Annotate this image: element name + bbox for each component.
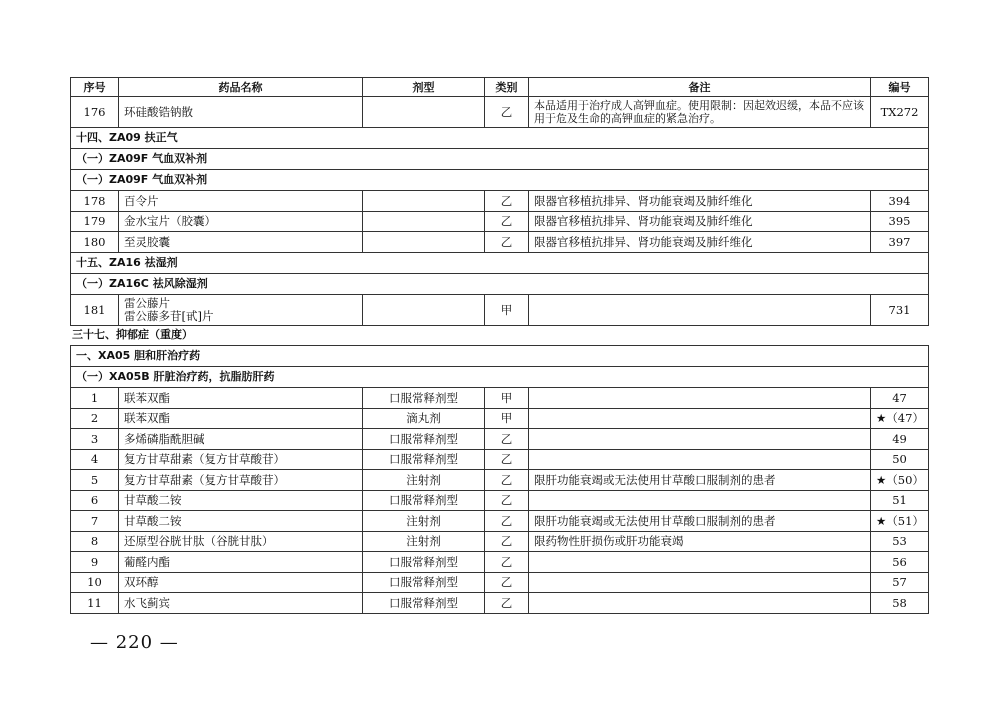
drug-name: 百令片 bbox=[119, 191, 363, 212]
dosage-form bbox=[363, 211, 485, 232]
drug-name: 至灵胶囊 bbox=[119, 232, 363, 253]
remark bbox=[529, 408, 871, 429]
row-no: 5 bbox=[71, 470, 119, 491]
section-row bbox=[71, 252, 929, 273]
row-no: 180 bbox=[71, 232, 119, 253]
section-heading: （一）ZA09F 气血双补剂 bbox=[71, 170, 929, 191]
table-row bbox=[71, 408, 929, 429]
table-row bbox=[71, 232, 929, 253]
table-row bbox=[71, 388, 929, 409]
drug-class: 乙 bbox=[485, 531, 529, 552]
dosage-form: 口服常释剂型 bbox=[363, 388, 485, 409]
drug-class: 乙 bbox=[485, 490, 529, 511]
dosage-form: 注射剂 bbox=[363, 531, 485, 552]
drug-name: 复方甘草甜素（复方甘草酸苷） bbox=[119, 449, 363, 470]
table-row bbox=[71, 511, 929, 532]
drug-name: 复方甘草甜素（复方甘草酸苷） bbox=[119, 470, 363, 491]
drug-name: 联苯双酯 bbox=[119, 408, 363, 429]
table-row bbox=[71, 191, 929, 212]
drug-class: 乙 bbox=[485, 211, 529, 232]
drug-class: 乙 bbox=[485, 572, 529, 593]
table-row bbox=[71, 490, 929, 511]
section-heading: 十四、ZA09 扶正气 bbox=[71, 128, 929, 149]
remark bbox=[529, 572, 871, 593]
drug-class: 甲 bbox=[485, 408, 529, 429]
row-no: 7 bbox=[71, 511, 119, 532]
remark bbox=[529, 490, 871, 511]
drug-name: 甘草酸二铵 bbox=[119, 490, 363, 511]
row-no: 2 bbox=[71, 408, 119, 429]
drug-class: 乙 bbox=[485, 511, 529, 532]
header-note: 备注 bbox=[529, 78, 871, 97]
drug-code: 397 bbox=[871, 232, 929, 253]
remark: 限肝功能衰竭或无法使用甘草酸口服制剂的患者 bbox=[529, 470, 871, 491]
dosage-form: 口服常释剂型 bbox=[363, 552, 485, 573]
drug-class: 甲 bbox=[485, 294, 529, 325]
table-row bbox=[71, 552, 929, 573]
row-no: 1 bbox=[71, 388, 119, 409]
section-row bbox=[71, 367, 929, 388]
drug-class: 乙 bbox=[485, 191, 529, 212]
table-row bbox=[71, 211, 929, 232]
section-heading: 一、XA05 胆和肝治疗药 bbox=[71, 346, 929, 367]
remark: 限器官移植抗排异、肾功能衰竭及肺纤维化 bbox=[529, 211, 871, 232]
drug-table-bottom bbox=[70, 345, 929, 614]
remark: 限肝功能衰竭或无法使用甘草酸口服制剂的患者 bbox=[529, 511, 871, 532]
drug-name: 金水宝片（胶囊） bbox=[119, 211, 363, 232]
row-no: 178 bbox=[71, 191, 119, 212]
remark bbox=[529, 388, 871, 409]
row-no: 176 bbox=[71, 97, 119, 128]
table-row bbox=[71, 97, 929, 128]
remark: 限器官移植抗排异、肾功能衰竭及肺纤维化 bbox=[529, 232, 871, 253]
dosage-form bbox=[363, 97, 485, 128]
header-no: 序号 bbox=[71, 78, 119, 97]
drug-code: 57 bbox=[871, 572, 929, 593]
header-code: 编号 bbox=[871, 78, 929, 97]
table-row bbox=[71, 429, 929, 450]
dosage-form bbox=[363, 232, 485, 253]
section-heading: 十五、ZA16 祛湿剂 bbox=[71, 252, 929, 273]
drug-class: 乙 bbox=[485, 593, 529, 614]
drug-code: 50 bbox=[871, 449, 929, 470]
table-row bbox=[71, 294, 929, 325]
dosage-form: 口服常释剂型 bbox=[363, 490, 485, 511]
row-no: 3 bbox=[71, 429, 119, 450]
drug-class: 乙 bbox=[485, 429, 529, 450]
drug-code: ★（50） bbox=[871, 470, 929, 491]
row-no: 181 bbox=[71, 294, 119, 325]
table-row bbox=[71, 572, 929, 593]
row-no: 8 bbox=[71, 531, 119, 552]
drug-name: 环硅酸锆钠散 bbox=[119, 97, 363, 128]
drug-name: 联苯双酯 bbox=[119, 388, 363, 409]
disease-section-title: 三十七、抑郁症（重度） bbox=[72, 328, 193, 341]
drug-name: 还原型谷胱甘肽（谷胱甘肽） bbox=[119, 531, 363, 552]
drug-class: 乙 bbox=[485, 552, 529, 573]
drug-code: 394 bbox=[871, 191, 929, 212]
drug-code: ★（51） bbox=[871, 511, 929, 532]
section-heading: （一）ZA16C 祛风除湿剂 bbox=[71, 273, 929, 294]
drug-class: 乙 bbox=[485, 449, 529, 470]
drug-code: TX272 bbox=[871, 97, 929, 128]
remark bbox=[529, 552, 871, 573]
row-no: 10 bbox=[71, 572, 119, 593]
dosage-form: 滴丸剂 bbox=[363, 408, 485, 429]
drug-name: 水飞蓟宾 bbox=[119, 593, 363, 614]
drug-code: ★（47） bbox=[871, 408, 929, 429]
header-class: 类别 bbox=[485, 78, 529, 97]
section-row bbox=[71, 170, 929, 191]
row-no: 4 bbox=[71, 449, 119, 470]
dosage-form: 口服常释剂型 bbox=[363, 593, 485, 614]
dosage-form: 口服常释剂型 bbox=[363, 429, 485, 450]
table-row bbox=[71, 470, 929, 491]
drug-class: 甲 bbox=[485, 388, 529, 409]
drug-code: 51 bbox=[871, 490, 929, 511]
page-number: — 220 — bbox=[90, 632, 179, 653]
drug-name: 葡醛内酯 bbox=[119, 552, 363, 573]
drug-class: 乙 bbox=[485, 232, 529, 253]
remark bbox=[529, 294, 871, 325]
dosage-form: 口服常释剂型 bbox=[363, 572, 485, 593]
section-heading: （一）ZA09F 气血双补剂 bbox=[71, 149, 929, 170]
table-row bbox=[71, 531, 929, 552]
table-row bbox=[71, 449, 929, 470]
drug-code: 47 bbox=[871, 388, 929, 409]
dosage-form: 口服常释剂型 bbox=[363, 449, 485, 470]
header-form: 剂型 bbox=[363, 78, 485, 97]
section-row bbox=[71, 128, 929, 149]
section-row bbox=[71, 346, 929, 367]
remark: 本品适用于治疗成人高钾血症。使用限制：因起效迟缓，本品不应该用于危及生命的高钾血症的紧急治疗。 bbox=[529, 97, 871, 128]
dosage-form bbox=[363, 294, 485, 325]
row-no: 6 bbox=[71, 490, 119, 511]
drug-name: 双环醇 bbox=[119, 572, 363, 593]
remark bbox=[529, 449, 871, 470]
drug-name: 甘草酸二铵 bbox=[119, 511, 363, 532]
section-heading: （一）XA05B 肝脏治疗药，抗脂肪肝药 bbox=[71, 367, 929, 388]
remark bbox=[529, 593, 871, 614]
drug-code: 395 bbox=[871, 211, 929, 232]
section-row bbox=[71, 273, 929, 294]
row-no: 11 bbox=[71, 593, 119, 614]
drug-code: 58 bbox=[871, 593, 929, 614]
drug-code: 49 bbox=[871, 429, 929, 450]
drug-name: 雷公藤片 雷公藤多苷[甙]片 bbox=[119, 294, 363, 325]
dosage-form bbox=[363, 191, 485, 212]
drug-name: 多烯磷脂酰胆碱 bbox=[119, 429, 363, 450]
table-header-row bbox=[71, 78, 929, 97]
drug-code: 56 bbox=[871, 552, 929, 573]
table-row bbox=[71, 593, 929, 614]
row-no: 179 bbox=[71, 211, 119, 232]
remark bbox=[529, 429, 871, 450]
remark: 限器官移植抗排异、肾功能衰竭及肺纤维化 bbox=[529, 191, 871, 212]
dosage-form: 注射剂 bbox=[363, 470, 485, 491]
row-no: 9 bbox=[71, 552, 119, 573]
header-name: 药品名称 bbox=[119, 78, 363, 97]
section-row bbox=[71, 149, 929, 170]
drug-class: 乙 bbox=[485, 470, 529, 491]
remark: 限药物性肝损伤或肝功能衰竭 bbox=[529, 531, 871, 552]
drug-table-top bbox=[70, 77, 929, 326]
drug-code: 731 bbox=[871, 294, 929, 325]
drug-code: 53 bbox=[871, 531, 929, 552]
drug-class: 乙 bbox=[485, 97, 529, 128]
dosage-form: 注射剂 bbox=[363, 511, 485, 532]
